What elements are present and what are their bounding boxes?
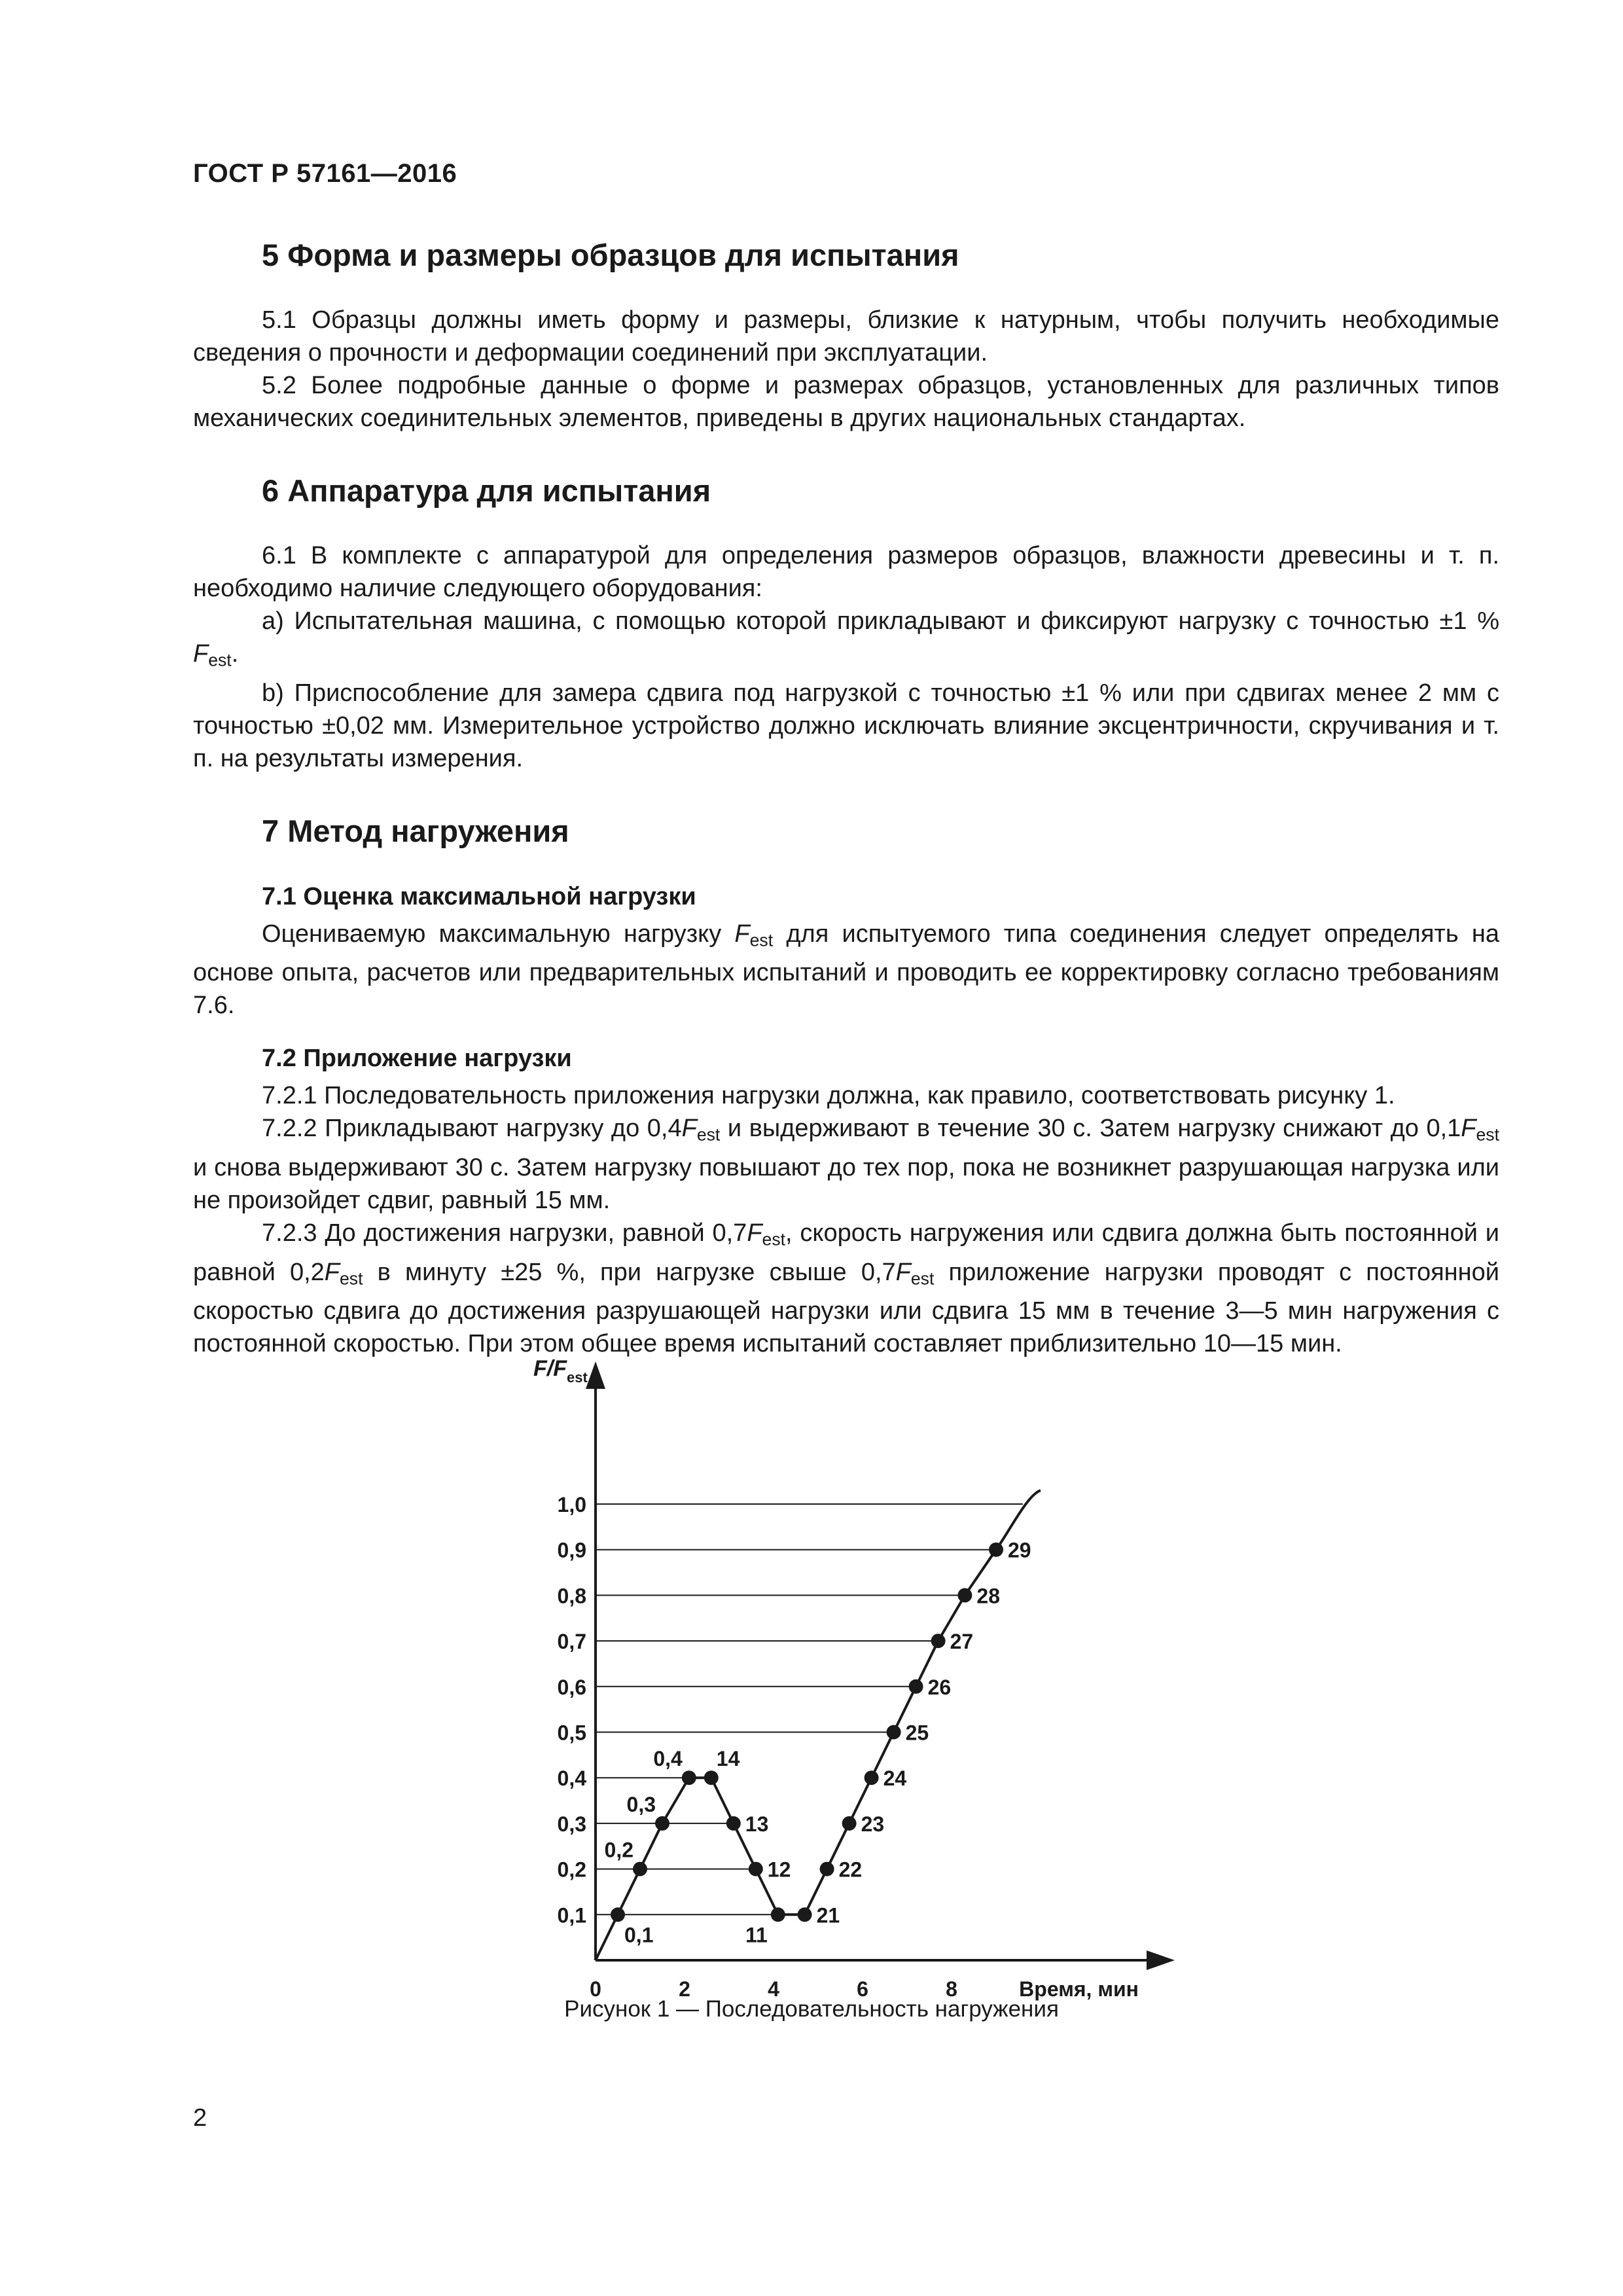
section-5-title: 5 Форма и размеры образцов для испытания xyxy=(262,238,959,272)
paragraph-5-1: 5.1 Образцы должны иметь форму и размеры, близкие к натурным, чтобы получить необходимые сведения о прочности и деформации соединений при эксплуатации. xyxy=(193,306,1499,367)
section-6-title: 6 Аппаратура для испытания xyxy=(262,473,711,508)
data-point xyxy=(957,1588,972,1602)
y-tick-label: 0,7 xyxy=(557,1630,586,1654)
point-label: 0,1 xyxy=(624,1923,654,1947)
x-tick-label: 2 xyxy=(679,1977,690,2001)
item-b: b) Приспособление для замера сдвига под нагрузкой с точностью ±1 % или при сдвигах менее 2 мм с точностью ±0,02 мм. Измерительное устройство должно исключать влияние эксцентричности, скручивания и т. п. на результаты измерения. xyxy=(193,679,1499,772)
page-number: 2 xyxy=(193,2104,207,2132)
y-tick-label: 0,4 xyxy=(557,1767,586,1791)
data-point xyxy=(820,1862,834,1876)
y-tick-label: 0,2 xyxy=(557,1857,586,1882)
x-tick-label: 4 xyxy=(768,1977,779,2001)
paragraph-6-1: 6.1 В комплекте с аппаратурой для определения размеров образцов, влажности древесины и т. п. необходимо наличие следующего оборудования: xyxy=(193,542,1499,602)
load-curve xyxy=(596,1490,1041,1960)
data-point xyxy=(887,1725,901,1740)
paragraph-7-1: Оцениваемую максимальную нагрузку $F_{est}$ для испытуемого типа соединения следует определять на основе опыта, расчетов или предварительных испытаний и проводить ее корректировку согласно требованиям 7.6. xyxy=(193,920,1499,1020)
point-label: 23 xyxy=(861,1812,885,1836)
y-axis-arrow-icon xyxy=(586,1361,605,1389)
y-tick-label: 1,0 xyxy=(557,1493,586,1516)
point-label: 0,2 xyxy=(604,1838,633,1862)
point-label: 13 xyxy=(745,1812,769,1836)
point-label: 29 xyxy=(1008,1538,1031,1562)
point-label: 0,3 xyxy=(626,1792,656,1816)
data-point xyxy=(771,1907,785,1922)
point-label: 28 xyxy=(976,1584,1000,1608)
y-tick-label: 0,5 xyxy=(557,1721,586,1745)
loading-sequence-chart xyxy=(517,1348,1185,2001)
data-point xyxy=(655,1816,669,1831)
data-point xyxy=(798,1907,812,1922)
data-point xyxy=(865,1770,879,1785)
point-label: 24 xyxy=(883,1767,907,1791)
subsection-7-2-title: 7.2 Приложение нагрузки xyxy=(262,1045,572,1073)
figure-caption: Рисунок 1 — Последовательность нагружения xyxy=(564,1996,1059,2022)
data-point xyxy=(682,1770,696,1785)
data-point xyxy=(633,1862,647,1876)
x-tick-label: 0 xyxy=(590,1977,601,2001)
paragraph-7-2-3: 7.2.3 До достижения нагрузки, равной $0,7F_{est}$, скорость нагружения или сдвига должна быть постоянной и равной $0,2F_{est}$ в минуту ±25 %, при нагрузке свыше $0,7F_{est}$ приложение нагрузки проводят с постоянной скоростью сдвига до достижения разрушающей нагрузки или сдвига 15 мм в течение 3—5 мин нагружения с постоянной скоростью. При этом общее время испытаний составляет приблизительно 10—15 мин. xyxy=(193,1219,1500,1358)
chart-gridlines xyxy=(596,1504,1023,1914)
x-axis-label: Время, мин xyxy=(1019,1977,1139,2001)
data-point xyxy=(749,1862,763,1876)
y-axis-label: $F/F_{est}$ xyxy=(533,1356,588,1386)
paragraph-5-2: 5.2 Более подробные данные о форме и размерах образцов, установленных для различных типов механических соединительных элементов, приведены в других национальных стандартах. xyxy=(193,372,1499,432)
y-tick-label: 0,3 xyxy=(557,1812,586,1836)
chart-axes xyxy=(586,1361,1175,1970)
figure-1 xyxy=(517,1348,1185,2001)
data-point xyxy=(611,1907,625,1922)
y-tick-labels xyxy=(558,1493,587,1927)
point-label: 12 xyxy=(767,1857,791,1882)
data-point xyxy=(704,1770,719,1785)
x-tick-label: 8 xyxy=(946,1977,957,2001)
section-7-title: 7 Метод нагружения xyxy=(262,813,569,848)
point-label: 25 xyxy=(905,1721,929,1745)
y-tick-label: 0,9 xyxy=(557,1538,586,1562)
data-point xyxy=(931,1634,946,1648)
subsection-7-1-title: 7.1 Оценка максимальной нагрузки xyxy=(262,882,696,910)
item-a: a) Испытательная машина, с помощью которой прикладывают и фиксируют нагрузку с точностью ±1 % $F_{est}$. xyxy=(193,607,1499,670)
data-point xyxy=(989,1543,1003,1557)
point-label: 11 xyxy=(745,1923,768,1947)
point-label: 14 xyxy=(716,1747,740,1771)
y-tick-label: 0,6 xyxy=(557,1675,586,1699)
paragraph-7-2-1: 7.2.1 Последовательность приложения нагрузки должна, как правило, соответствовать рисунку 1. xyxy=(262,1082,1395,1110)
x-tick-label: 6 xyxy=(857,1977,868,2001)
point-label: 27 xyxy=(950,1630,974,1654)
point-label: 26 xyxy=(927,1675,952,1699)
paragraph-7-2-2: 7.2.2 Прикладывают нагрузку до $0,4F_{est}$ и выдерживают в течение 30 с. Затем нагрузку снижают до $0,1F_{est}$ и снова выдерживают 30 с. Затем нагрузку повышают до тех пор, пока не возникнет разрушающая нагрузка или не произойдет сдвиг, равный 15 мм. xyxy=(193,1115,1499,1214)
point-label: 21 xyxy=(816,1903,840,1928)
y-tick-label: 0,8 xyxy=(557,1584,586,1608)
y-tick-label: 0,1 xyxy=(557,1903,586,1928)
point-label: 22 xyxy=(838,1857,863,1882)
data-point xyxy=(726,1816,741,1831)
document-header: ГОСТ Р 57161—2016 xyxy=(193,159,457,188)
x-axis-arrow-icon xyxy=(1147,1950,1175,1970)
data-point xyxy=(842,1816,857,1831)
document-body xyxy=(193,236,1499,1360)
point-label: 0,4 xyxy=(653,1747,683,1771)
data-point xyxy=(909,1679,923,1694)
